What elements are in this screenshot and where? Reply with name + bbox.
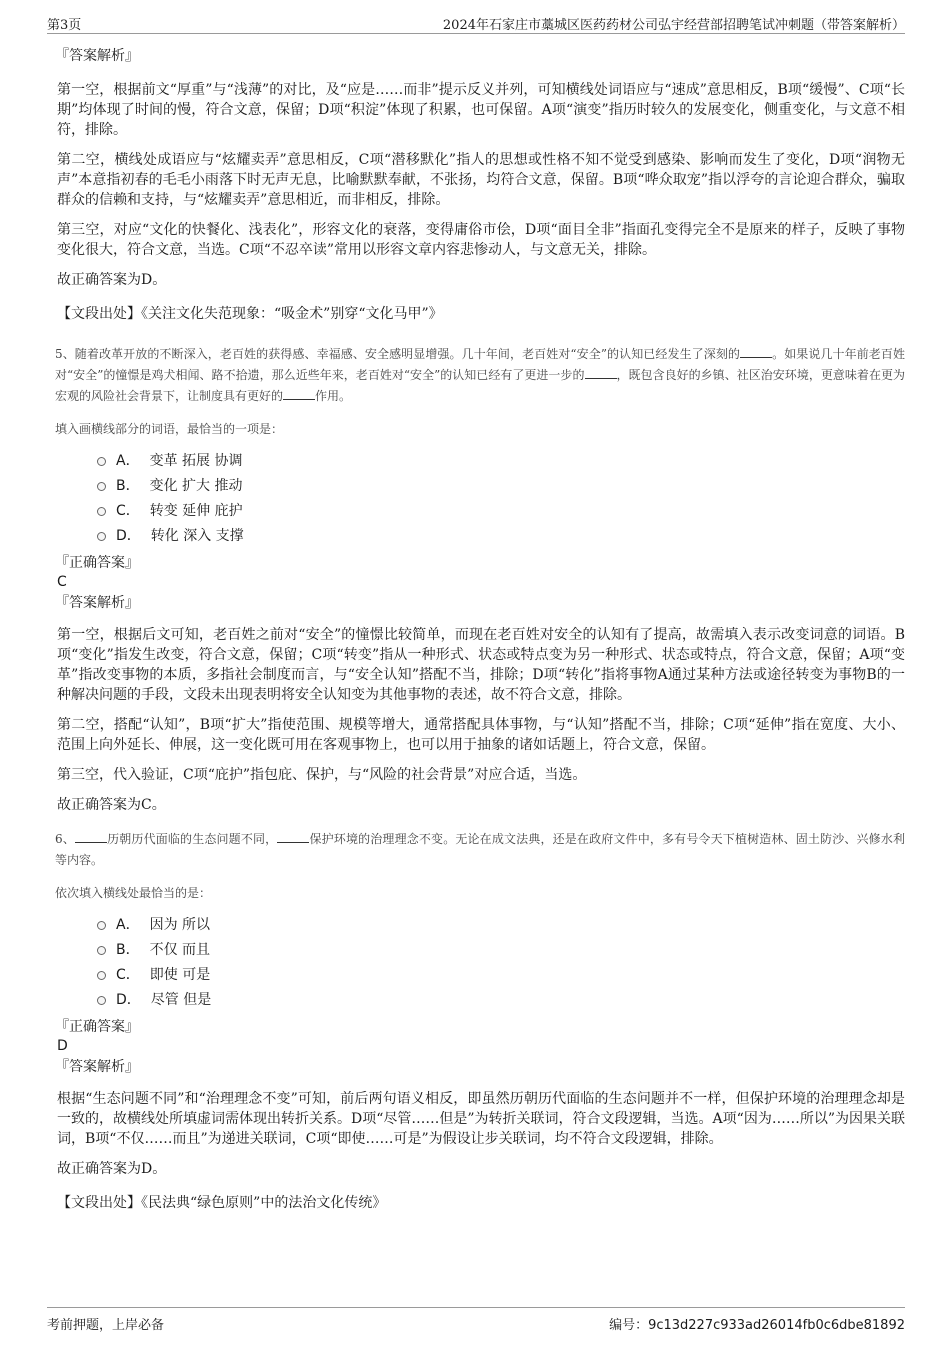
q6-correct-answer: D (57, 1038, 68, 1054)
page-footer (47, 1307, 905, 1335)
q6-options (47, 911, 905, 1011)
q4-analysis-p1: 第一空，根据前文“厚重”与“浅薄”的对比，及“应是……而非”提示反义并列，可知横线处词语应与“速成”意思相反，B项“缓慢”、C项“长期”均体现了时间的慢，符合文意，保留；D项“积淀”体现了积累，也可保留。A项“演变”指历时较久的发展变化，侧重变化，与文意不相符，排除。 (57, 82, 905, 138)
radio-icon[interactable] (97, 971, 106, 980)
blank-line (75, 830, 107, 843)
q6-prompt: 依次填入横线处最恰当的是： (55, 886, 212, 900)
q5-option-b[interactable]: B． 变化 扩大 推动 (97, 472, 905, 497)
radio-icon[interactable] (97, 532, 106, 541)
q5-correct-label: 『正确答案』 (55, 555, 139, 571)
radio-icon[interactable] (97, 482, 106, 491)
q6-option-d[interactable]: D． 尽管 但是 (97, 986, 905, 1011)
q6-analysis-label: 『答案解析』 (55, 1059, 139, 1075)
q4-analysis-label: 『答案解析』 (55, 48, 139, 64)
radio-icon[interactable] (97, 921, 106, 930)
document-body (47, 44, 905, 1292)
q4-conclusion: 故正确答案为D。 (57, 272, 167, 288)
q6-analysis-p1: 根据“生态问题不同”和“治理理念不变”可知，前后两句语义相反，即虽然历朝历代面临的生态问题并不一样，但保护环境的治理理念却是一致的，故横线处所填虚词需体现出转折关系。D项“尽管……但是”为转折关联词，符合文段逻辑，当选。A项“因为……所以”为因果关联词，B项“不仅……而且”为递进关联词，C项“即使……可是”为假设让步关联词，均不符合文段逻辑，排除。 (57, 1091, 905, 1147)
document-title: 2024年石家庄市藁城区医药药材公司弘宇经营部招聘笔试冲刺题（带答案解析） (442, 18, 905, 33)
blank-line (277, 830, 309, 843)
q5-option-c[interactable]: C． 转变 延伸 庇护 (97, 497, 905, 522)
q5-analysis-p2: 第二空，搭配“认知”，B项“扩大”指使范围、规模等增大，通常搭配具体事物，与“认知”搭配不当，排除；C项“延伸”指在宽度、大小、范围上向外延长、伸展，这一变化既可用在客观事物上，也可以用于抽象的诸如话题上，符合文意，保留。 (57, 717, 905, 753)
q5-option-a[interactable]: A． 变革 拓展 协调 (97, 447, 905, 472)
q6-source: 【文段出处】《民法典“绿色原则”中的法治文化传统》 (57, 1195, 387, 1211)
q6-stem: 6、 历朝历代面临的生态问题不同， 保护环境的治理理念不变。无论在成文法典，还是在政府文件中，多有号令天下植树造林、固土防沙、兴修水利等内容。 (55, 832, 905, 867)
q6-option-b[interactable]: B． 不仅 而且 (97, 936, 905, 961)
q5-analysis-p1: 第一空，根据后文可知，老百姓之前对“安全”的憧憬比较简单，而现在老百姓对安全的认知有了提高，故需填入表示改变词意的词语。B项“变化”指发生改变，符合文意，保留；C项“转变”指从一种形式、状态或特点变为另一种形式、状态或特点，符合文意，保留；A项“变革”指改变事物的本质，多指社会制度而言，与“安全认知”搭配不当，排除；D项“转化”指将事物A通过某种方法或途径转变为事物B的一种解决问题的手段，文段未出现表明将安全认知变为其他事物的表述，故不符合文意，排除。 (57, 627, 905, 703)
q5-prompt: 填入画横线部分的词语，最恰当的一项是： (55, 422, 284, 436)
blank-line (740, 345, 772, 358)
blank-line (283, 387, 315, 400)
q5-stem: 5、随着改革开放的不断深入，老百姓的获得感、幸福感、安全感明显增强。几十年间，老百姓对“安全”的认知已经发生了深刻的 。如果说几十年前老百姓对“安全”的憧憬是鸡犬相闻、路不拾遗，那么近些年来，老百姓对“安全”的认知已经有了更进一步的 ，既包含良好的乡镇、社区治安环境，更意味着在更为宏观的风险社会背景下，让制度具有更好的 作用。 (55, 347, 905, 403)
q5-option-d[interactable]: D． 转化 深入 支撑 (97, 522, 905, 547)
q6-correct-label: 『正确答案』 (55, 1019, 139, 1035)
radio-icon[interactable] (97, 457, 106, 466)
footer-doc-id: 编号：9c13d227c933ad26014fb0c6dbe81892 (609, 1318, 905, 1333)
radio-icon[interactable] (97, 946, 106, 955)
q4-analysis-p2: 第二空，横线处成语应与“炫耀卖弄”意思相反，C项“潜移默化”指人的思想或性格不知不觉受到感染、影响而发生了变化，D项“润物无声”本意指初春的毛毛小雨落下时无声无息，比喻默默奉献，不张扬，均符合文意，保留。B项“哗众取宠”指以浮夸的言论迎合群众，骗取群众的信赖和支持，与“炫耀卖弄”意思相近，而非相反，排除。 (57, 152, 905, 208)
q5-correct-answer: C (57, 574, 67, 590)
page-header (47, 10, 905, 34)
q4-source: 【文段出处】《关注文化失范现象：“吸金术”别穿“文化马甲”》 (57, 306, 443, 322)
radio-icon[interactable] (97, 996, 106, 1005)
radio-icon[interactable] (97, 507, 106, 516)
blank-line (585, 366, 617, 379)
footer-slogan: 考前押题，上岸必备 (47, 1318, 165, 1333)
q6-conclusion: 故正确答案为D。 (57, 1161, 167, 1177)
q4-analysis-p3: 第三空，对应“文化的快餐化、浅表化”，形容文化的衰落，变得庸俗市侩，D项“面目全非”指面孔变得完全不是原来的样子，反映了事物变化很大，符合文意，当选。C项“不忍卒读”常用以形容文章内容悲惨动人，与文意无关，排除。 (57, 222, 905, 258)
q5-analysis-label: 『答案解析』 (55, 595, 139, 611)
page-number: 第3页 (47, 18, 82, 33)
q5-conclusion: 故正确答案为C。 (57, 797, 166, 813)
q6-option-a[interactable]: A． 因为 所以 (97, 911, 905, 936)
q6-option-c[interactable]: C． 即使 可是 (97, 961, 905, 986)
q5-analysis-p3: 第三空，代入验证，C项“庇护”指包庇、保护，与“风险的社会背景”对应合适，当选。 (57, 767, 587, 783)
q5-options (47, 447, 905, 547)
